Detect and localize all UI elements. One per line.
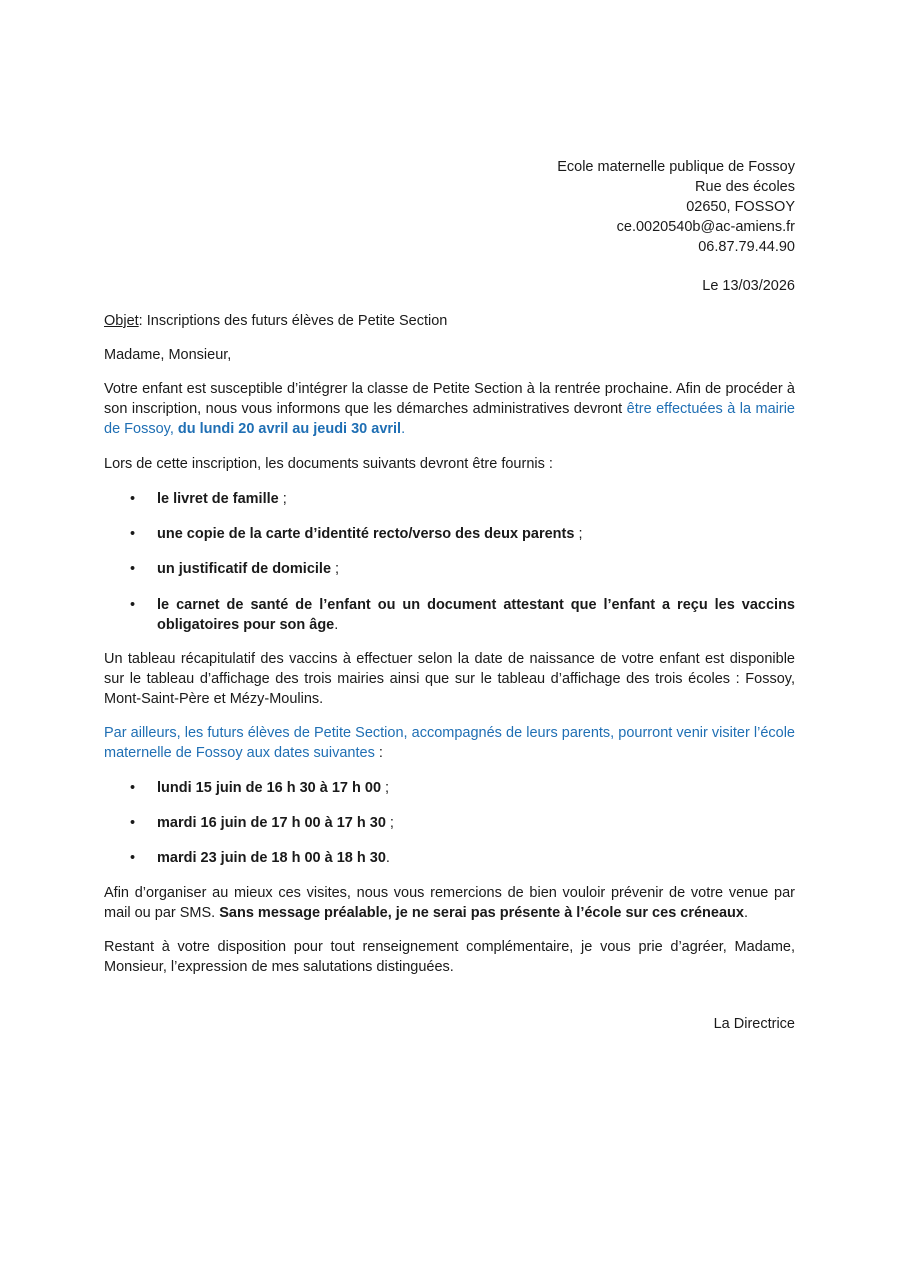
sender-address <box>335 157 795 257</box>
bullet-icon: • <box>130 815 136 831</box>
paragraph-documents-intro: Lors de cette inscription, les documents suivants devront être fournis : <box>104 456 553 472</box>
letter-date: Le 13/03/2026 <box>702 278 795 294</box>
documents-list-item: • une copie de la carte d’identité recto/verso des deux parents ; <box>130 526 583 542</box>
registration-dates: du lundi 20 avril au jeudi 30 avril <box>177 421 402 437</box>
subject-text: : Inscriptions des futurs élèves de Petite Section <box>138 313 448 329</box>
visits-list-item: • mardi 16 juin de 17 h 00 à 17 h 30 ; <box>130 815 394 831</box>
bullet-icon: • <box>130 780 136 796</box>
documents-list-item: • le livret de famille ; <box>130 491 287 507</box>
paragraph-visit-notice: Afin d’organiser au mieux ces visites, nous vous remercions de bien vouloir prévenir de votre venue par mail ou par SMS. Sans message préalable, je ne serai pas présente à l’école sur ces créneaux. <box>104 885 795 921</box>
documents-list-item: • le carnet de santé de l’enfant ou un document attestant que l’enfant a reçu les vaccins obligatoires pour son âge. <box>130 597 795 633</box>
subject-line <box>104 311 795 331</box>
sender-city: 02650, FOSSOY <box>686 199 795 215</box>
salutation: Madame, Monsieur, <box>104 347 232 363</box>
subject-label: Objet <box>104 313 139 329</box>
bullet-icon: • <box>130 597 136 613</box>
paragraph-closing: Restant à votre disposition pour tout renseignement complémentaire, je vous prie d’agréer, Madame, Monsieur, l’expression de mes salutations distinguées. <box>104 939 795 975</box>
signature: La Directrice <box>713 1016 795 1032</box>
sender-email: ce.0020540b@ac-amiens.fr <box>616 219 795 235</box>
sender-phone: 06.87.79.44.90 <box>698 239 795 255</box>
paragraph-vaccines: Un tableau récapitulatif des vaccins à effectuer selon la date de naissance de votre enfant est disponible sur le tableau d’affichage des trois mairies ainsi que sur le tableau d’affichage des trois écoles : Fossoy, Mont-Saint-Père et Mézy-Moulins. <box>104 651 795 707</box>
paragraph-visits-intro: Par ailleurs, les futurs élèves de Petite Section, accompagnés de leurs parents, pourront venir visiter l’école maternelle de Fossoy aux dates suivantes : <box>104 725 795 761</box>
bullet-icon: • <box>130 526 136 542</box>
bullet-icon: • <box>130 850 136 866</box>
documents-list-item: • un justificatif de domicile ; <box>130 561 340 577</box>
visits-list-item: • mardi 23 juin de 18 h 00 à 18 h 30. <box>130 850 390 866</box>
bullet-icon: • <box>130 491 136 507</box>
paragraph-registration: Votre enfant est susceptible d’intégrer la classe de Petite Section à la rentrée prochaine. Afin de procéder à son inscription, nous vous informons que les démarches administratives devront être effectuées à la mairie de Fossoy, du lundi 20 avril au jeudi 30 avril. <box>104 381 795 437</box>
bullet-icon: • <box>130 561 136 577</box>
sender-street: Rue des écoles <box>695 179 795 195</box>
visits-list-item: • lundi 15 juin de 16 h 30 à 17 h 00 ; <box>130 780 390 796</box>
sender-school: Ecole maternelle publique de Fossoy <box>557 159 795 175</box>
